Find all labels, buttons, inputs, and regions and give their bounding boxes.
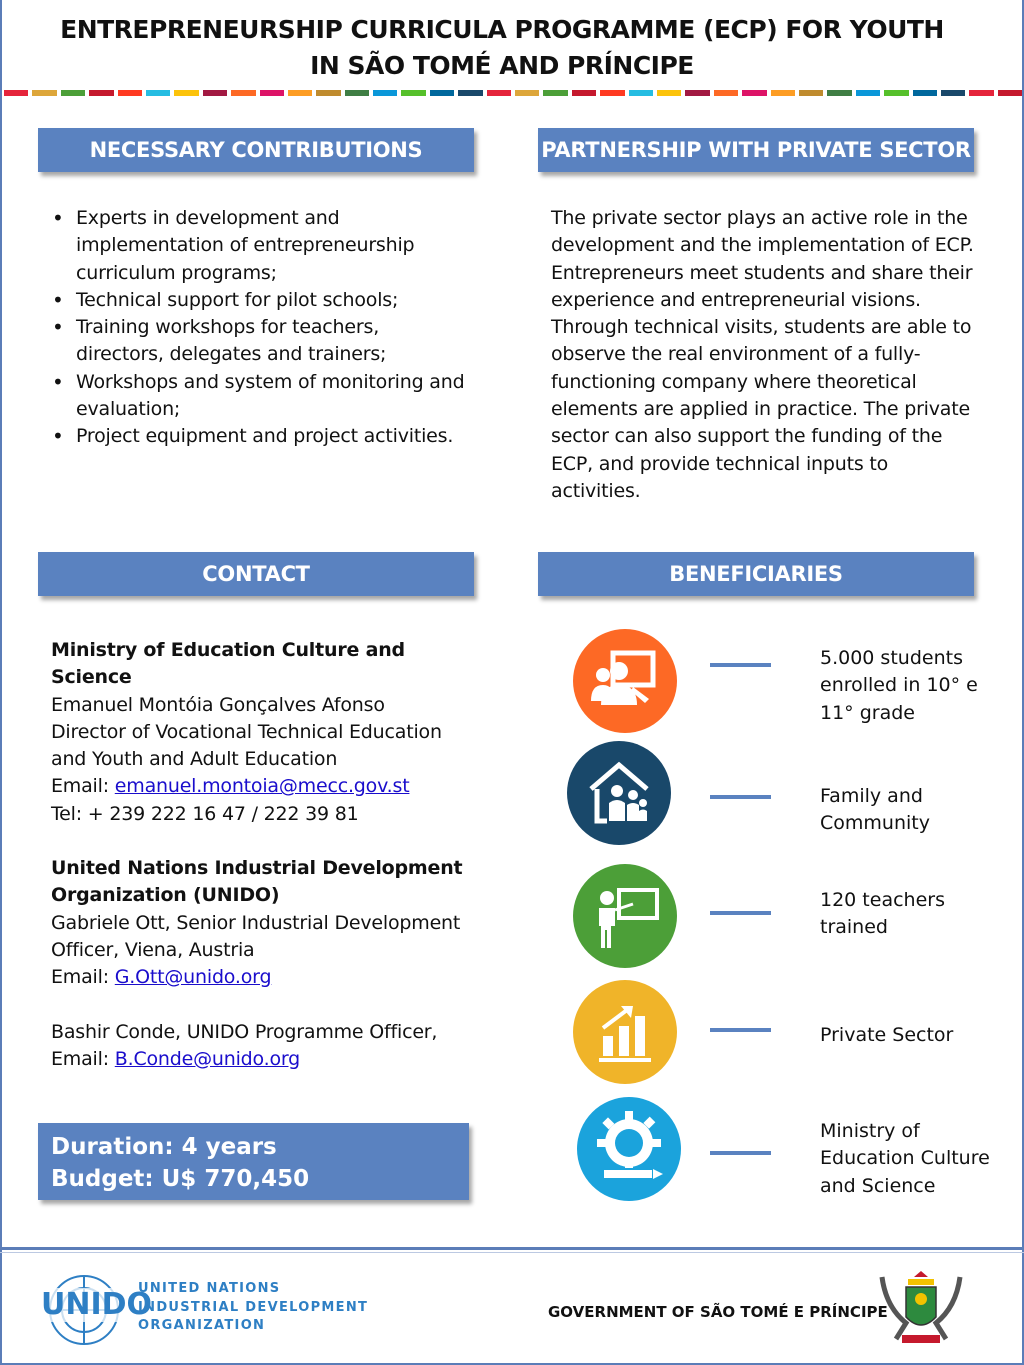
beneficiary-label: Ministry of Education Culture and Science [820, 1120, 990, 1197]
beneficiary-connector [710, 663, 771, 667]
sdg-color-segment [742, 90, 766, 96]
contributions-list [50, 205, 470, 451]
sdg-color-segment [657, 90, 681, 96]
unido-person: Gabriele Ott, Senior Industrial Development Officer, Viena, Austria [51, 911, 461, 961]
footer-divider [0, 1247, 1024, 1250]
beneficiary-connector [710, 911, 771, 915]
email-label: Email: [51, 775, 115, 798]
unido-email-link[interactable]: G.Ott@unido.org [114, 966, 272, 989]
beneficiary-label: 5.000 students enrolled in 10° e 11° grade [820, 647, 978, 724]
ministry-person: Emanuel Montóia Gonçalves Afonso [51, 693, 385, 716]
unido-name-text [138, 1280, 368, 1336]
budget-text: Budget: U$ 770,450 [51, 1166, 310, 1192]
unido-line-2: INDUSTRIAL DEVELOPMENT [138, 1299, 369, 1315]
list-item: • Workshops and system of monitoring and evaluation; [50, 369, 470, 424]
beneficiary-label: 120 teachers trained [820, 889, 945, 939]
title-line-1: ENTREPRENEURSHIP CURRICULA PROGRAMME (ECP) FOR YOUTH [60, 15, 944, 44]
unido-line-3: ORGANIZATION [138, 1318, 266, 1333]
sdg-color-segment [998, 90, 1022, 96]
sdg-color-segment [600, 90, 624, 96]
sdg-color-segment [401, 90, 425, 96]
sdg-color-segment [118, 90, 142, 96]
sdg-color-segment [487, 90, 511, 96]
email-label: Email: [51, 1047, 115, 1070]
ministry-name: Ministry of Education Culture and Science [51, 639, 405, 689]
growth-chart-icon [573, 980, 677, 1084]
ministry-role: Director of Vocational Technical Education and Youth and Adult Education [51, 720, 442, 771]
sdg-color-segment [685, 90, 709, 96]
sdg-color-segment [4, 90, 28, 96]
list-item: • Experts in development and implementation of entrepreneurship curriculum programs; [50, 205, 470, 287]
ministry-tel: Tel: + 239 222 16 47 / 222 39 81 [51, 802, 359, 825]
sdg-color-segment [856, 90, 880, 96]
sdg-color-segment [714, 90, 738, 96]
sdg-color-segment [61, 90, 85, 96]
sdg-color-segment [316, 90, 340, 96]
list-item: • Project equipment and project activities. [50, 423, 470, 450]
beneficiary-label: Family and Community [820, 785, 930, 835]
beneficiary-connector [710, 1151, 771, 1155]
sdg-color-segment [771, 90, 795, 96]
family-home-icon [567, 741, 671, 845]
sdg-color-segment [288, 90, 312, 96]
list-item: • Technical support for pilot schools; [50, 287, 470, 314]
contact-block [51, 637, 471, 1073]
sdg-color-segment [969, 90, 993, 96]
sdg-color-segment [458, 90, 482, 96]
beneficiary-connector [710, 1028, 771, 1032]
unido-line-1: UNITED NATIONS [138, 1281, 281, 1296]
duration-budget-box [38, 1123, 469, 1200]
sdg-color-segment [260, 90, 284, 96]
student-computer-icon [573, 629, 677, 733]
unido-wordmark: UNIDO [41, 1287, 153, 1322]
contact-header: CONTACT [38, 552, 474, 596]
ministry-email-link[interactable]: emanuel.montoia@mecc.gov.st [114, 775, 410, 798]
sdg-color-segment [884, 90, 908, 96]
contributions-header: NECESSARY CONTRIBUTIONS [38, 128, 474, 172]
sdg-color-segment [373, 90, 397, 96]
beneficiary-connector [710, 795, 771, 799]
sdg-color-segment [345, 90, 369, 96]
sdg-color-segment [515, 90, 539, 96]
beneficiaries-header: BENEFICIARIES [538, 552, 974, 596]
title-line-2: IN SÃO TOMÉ AND PRÍNCIPE [310, 51, 694, 80]
duration-text: Duration: 4 years [51, 1134, 277, 1160]
partnership-text: The private sector plays an active role in the development and the implementation of ECP. Entrepreneurs meet students and share their experience and entrepreneurial visions. Through technical visits, students are able to observe the real environment of a fully-functioning company where theoretical elements are applied in practice. The private sector can also support the funding of the ECP, and provide technical inputs to activities. [551, 207, 974, 502]
sdg-color-segment [174, 90, 198, 96]
sdg-color-segment [799, 90, 823, 96]
sdg-color-segment [827, 90, 851, 96]
sdg-color-segment [146, 90, 170, 96]
coat-of-arms-icon [876, 1267, 966, 1349]
government-label: GOVERNMENT OF SÃO TOMÉ E PRÍNCIPE [548, 1303, 888, 1321]
list-item: • Training workshops for teachers, directors, delegates and trainers; [50, 314, 470, 369]
sdg-color-segment [231, 90, 255, 96]
sdg-color-segment [629, 90, 653, 96]
sdg-color-segment [572, 90, 596, 96]
sdg-color-segment [430, 90, 454, 96]
sdg-color-segment [32, 90, 56, 96]
footer-divider-thin [0, 1252, 1024, 1253]
sdg-color-segment [203, 90, 227, 96]
sdg-color-segment [913, 90, 937, 96]
sdg-color-segment [941, 90, 965, 96]
unido-name: United Nations Industrial Development Organization (UNIDO) [51, 857, 463, 907]
bashir-contact: Bashir Conde, UNIDO Programme Officer, [51, 1020, 438, 1043]
gear-pencil-icon [577, 1097, 681, 1201]
sdg-color-bar [4, 90, 1022, 96]
bashir-email-link[interactable]: B.Conde@unido.org [114, 1047, 301, 1070]
beneficiary-label: Private Sector [820, 1024, 954, 1046]
page-title [0, 12, 1004, 84]
sdg-color-segment [543, 90, 567, 96]
sdg-color-segment [89, 90, 113, 96]
email-label: Email: [51, 966, 115, 989]
teacher-board-icon [573, 864, 677, 968]
partnership-header: PARTNERSHIP WITH PRIVATE SECTOR [538, 128, 974, 172]
